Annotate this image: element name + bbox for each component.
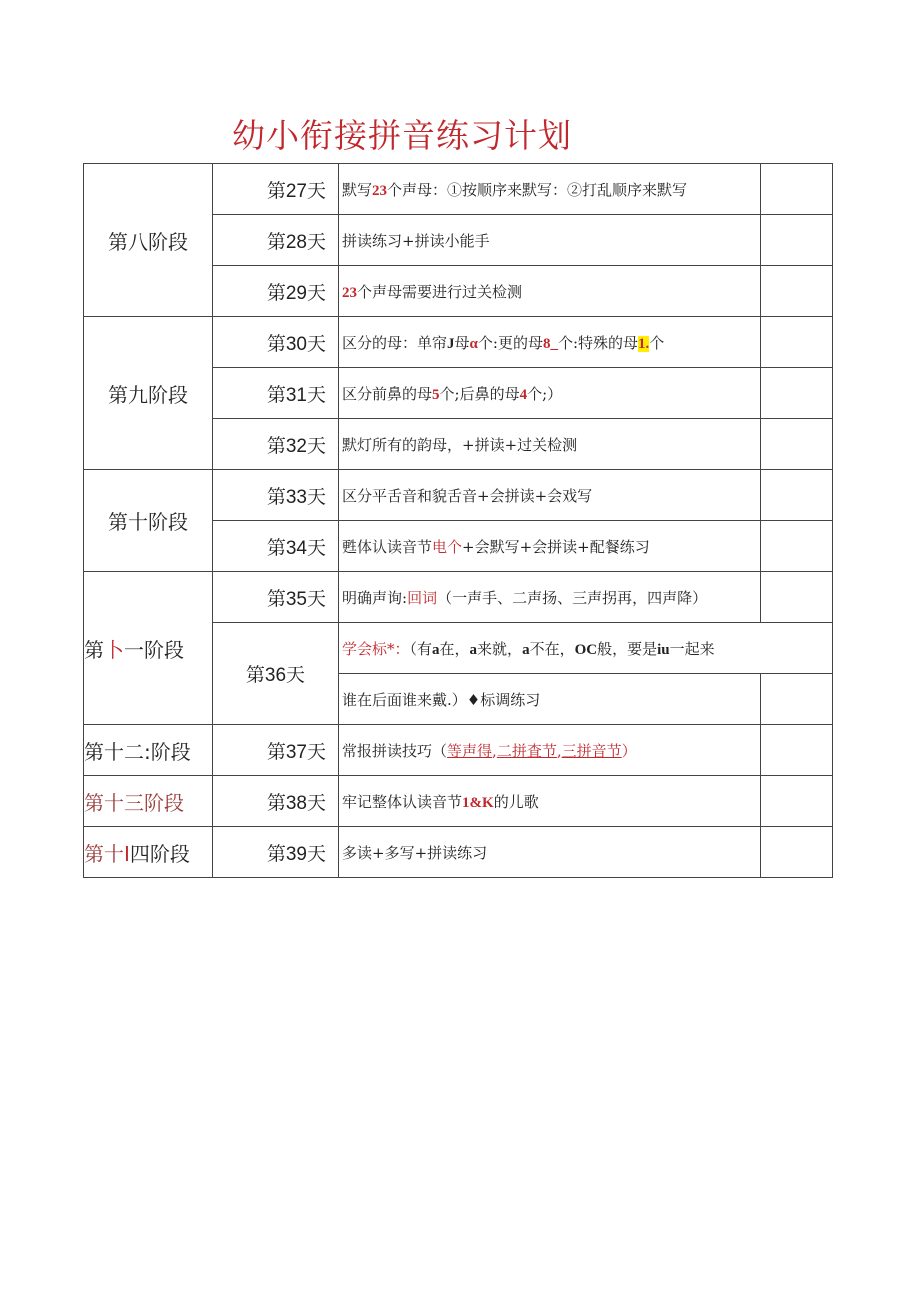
empty-cell [761, 266, 833, 317]
stage-cell: 第十阶段 [84, 470, 213, 572]
day-cell: 第39天 [213, 827, 339, 878]
task-cell: 默写23个声母：①按顺序来默写：②打乱顺序来默写 [339, 164, 761, 215]
day-cell: 第28天 [213, 215, 339, 266]
day-cell: 第35天 [213, 572, 339, 623]
day-cell: 第32天 [213, 419, 339, 470]
stage-cell: 第卜一阶段 [84, 572, 213, 725]
task-cell: 常报拼读技巧（等声得,二拼査节,三拼音节） [339, 725, 761, 776]
day-cell: 第31天 [213, 368, 339, 419]
task-cell: 区分前鼻的母5个;后鼻的母4个;） [339, 368, 761, 419]
empty-cell [761, 725, 833, 776]
task-cell: 牢记整体认读音节1&K的儿歌 [339, 776, 761, 827]
table-row [84, 725, 833, 776]
table-row [84, 827, 833, 878]
empty-cell [761, 317, 833, 368]
stage-cell: 第九阶段 [84, 317, 213, 470]
task-cell: 拼读练习+拼读小能手 [339, 215, 761, 266]
stage-cell: 第十三阶段 [84, 776, 213, 827]
day-cell: 第27天 [213, 164, 339, 215]
empty-cell [761, 776, 833, 827]
empty-cell [761, 521, 833, 572]
empty-cell [761, 572, 833, 623]
day-cell: 第30天 [213, 317, 339, 368]
empty-cell [761, 827, 833, 878]
day-cell: 第29天 [213, 266, 339, 317]
table-row [84, 317, 833, 368]
table-row [84, 776, 833, 827]
day-cell: 第34天 [213, 521, 339, 572]
page-title: 幼小衔接拼音练习计划 [232, 116, 572, 155]
table-row [84, 572, 833, 623]
day-cell: 第38天 [213, 776, 339, 827]
stage-cell: 第十二:阶段 [84, 725, 213, 776]
table-row [84, 470, 833, 521]
empty-cell [761, 368, 833, 419]
task-cell: 区分的母：单帘J母α个:更的母8_个:特殊的母1.个 [339, 317, 761, 368]
table-row [84, 164, 833, 215]
task-cell: 多读+多写+拼读练习 [339, 827, 761, 878]
empty-cell [761, 674, 833, 725]
task-cell: 学会标*：（有a在，a来就，a不在，OC般，要是iu一起来 [339, 623, 833, 674]
task-cell: 甦体认读音节电个+会默写+会拼读+配餐练习 [339, 521, 761, 572]
day-cell: 第37天 [213, 725, 339, 776]
task-cell: 默灯所有的韵母，+拼读+过关检测 [339, 419, 761, 470]
empty-cell [761, 215, 833, 266]
task-cell: 区分平舌音和貌舌音+会拼读+会戏写 [339, 470, 761, 521]
stage-cell: 第十I四阶段 [84, 827, 213, 878]
plan-table [83, 163, 833, 878]
day-cell: 第36天 [213, 623, 339, 725]
empty-cell [761, 164, 833, 215]
stage-cell: 第八阶段 [84, 164, 213, 317]
task-cell: 谁在后面谁来戴.）♦标调练习 [339, 674, 761, 725]
empty-cell [761, 470, 833, 521]
task-cell: 明确声询:回词（一声手、二声扬、三声拐再，四声降） [339, 572, 761, 623]
empty-cell [761, 419, 833, 470]
day-cell: 第33天 [213, 470, 339, 521]
task-cell: 23个声母需要进行过关检测 [339, 266, 761, 317]
